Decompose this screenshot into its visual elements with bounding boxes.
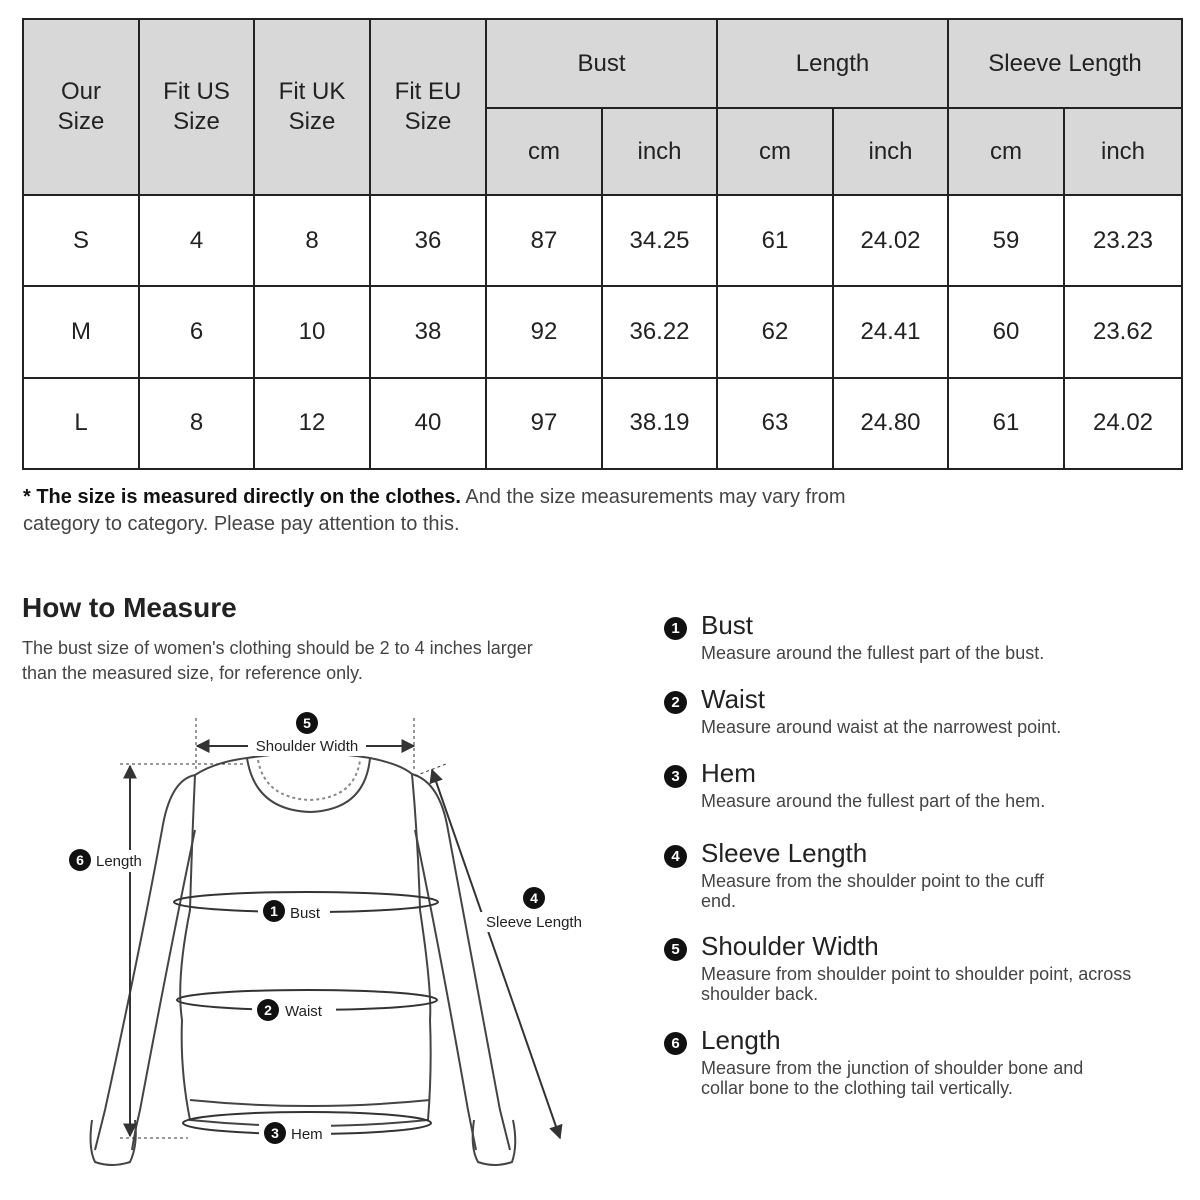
svg-text:5: 5: [303, 715, 311, 731]
header-unit-inch: inch: [833, 108, 948, 195]
size-note-bold: * The size is measured directly on the clothes.: [23, 486, 461, 508]
table-cell: M: [23, 286, 139, 377]
number-badge-6: 6: [664, 1032, 687, 1055]
table-cell: 10: [254, 286, 370, 377]
table-cell: S: [23, 195, 139, 286]
diagram-label-bust: Bust: [290, 905, 321, 922]
legend-title: Length: [701, 1025, 781, 1055]
svg-text:1: 1: [270, 903, 278, 919]
size-chart-table: [22, 18, 1183, 470]
header-unit-cm: cm: [717, 108, 833, 195]
legend-description: Measure around the fullest part of the hem.: [701, 791, 1046, 811]
header-our-size: Our Size: [23, 19, 139, 195]
table-row: [23, 195, 1182, 286]
table-cell: 24.02: [833, 195, 948, 286]
sweater-outline: [91, 753, 516, 1165]
legend-description: Measure around waist at the narrowest point.: [701, 717, 1062, 737]
diagram-label-waist: Waist: [285, 1003, 322, 1020]
diagram-label-length: Length: [96, 853, 142, 870]
table-cell: 24.80: [833, 378, 948, 469]
how-to-measure-title: How to Measure: [22, 592, 237, 623]
legend-description: Measure from the junction of shoulder bone and collar bone to the clothing tail vertically.: [701, 1058, 1084, 1098]
header-length: Length: [717, 19, 948, 108]
label-bust: [258, 900, 330, 922]
table-cell: 38: [370, 286, 486, 377]
svg-text:6: 6: [76, 852, 84, 868]
header-unit-inch: inch: [602, 108, 717, 195]
diagram-label-hem: Hem: [291, 1126, 323, 1143]
number-badge-4: 4: [664, 845, 687, 868]
legend-title: Waist: [701, 684, 766, 714]
header-unit-cm: cm: [948, 108, 1064, 195]
table-cell: 8: [254, 195, 370, 286]
label-hem: [259, 1122, 331, 1144]
label-length: [64, 849, 150, 872]
table-cell: 40: [370, 378, 486, 469]
legend-title: Hem: [701, 758, 756, 788]
table-cell: 34.25: [602, 195, 717, 286]
table-cell: 62: [717, 286, 833, 377]
table-cell: 61: [948, 378, 1064, 469]
table-cell: 6: [139, 286, 254, 377]
table-cell: 24.41: [833, 286, 948, 377]
table-cell: 23.62: [1064, 286, 1182, 377]
number-badge-1: 1: [664, 617, 687, 640]
size-note-text: And the size measurements may vary from category to category. Please pay attention to this.: [23, 486, 846, 535]
table-cell: 36: [370, 195, 486, 286]
table-cell: 24.02: [1064, 378, 1182, 469]
diagram-label-shoulder-width: Shoulder Width: [255, 738, 359, 755]
header-unit-cm: cm: [486, 108, 602, 195]
number-badge-2: 2: [664, 691, 687, 714]
label-sleeve-length: [478, 887, 590, 932]
header-fit-eu: Fit EU Size: [370, 19, 486, 195]
header-sleeve-length: Sleeve Length: [948, 19, 1182, 108]
table-cell: 61: [717, 195, 833, 286]
number-badge-3: 3: [664, 765, 687, 788]
legend-description: Measure around the fullest part of the bust.: [701, 643, 1045, 663]
table-row: [23, 286, 1182, 377]
table-cell: 4: [139, 195, 254, 286]
how-to-measure-description: The bust size of women's clothing should be 2 to 4 inches larger than the measured size, for reference only.: [22, 638, 533, 683]
sweater-measurement-diagram: [0, 690, 640, 1200]
table-cell: 60: [948, 286, 1064, 377]
table-cell: 23.23: [1064, 195, 1182, 286]
size-note: [23, 484, 923, 538]
sleeve-length-line: [432, 770, 560, 1138]
table-cell: L: [23, 378, 139, 469]
legend-title: Bust: [701, 610, 754, 640]
table-cell: 38.19: [602, 378, 717, 469]
header-fit-us: Fit US Size: [139, 19, 254, 195]
table-row: [23, 378, 1182, 469]
svg-text:2: 2: [264, 1002, 272, 1018]
label-waist: [252, 999, 336, 1021]
table-cell: 36.22: [602, 286, 717, 377]
legend-description: Measure from the shoulder point to the cuff end.: [701, 871, 1044, 911]
svg-text:3: 3: [271, 1125, 279, 1141]
table-cell: 87: [486, 195, 602, 286]
svg-text:4: 4: [530, 890, 538, 906]
header-fit-uk: Fit UK Size: [254, 19, 370, 195]
table-cell: 8: [139, 378, 254, 469]
table-cell: 92: [486, 286, 602, 377]
table-cell: 97: [486, 378, 602, 469]
table-cell: 63: [717, 378, 833, 469]
legend-description: Measure from shoulder point to shoulder point, across shoulder back.: [701, 964, 1132, 1004]
table-cell: 59: [948, 195, 1064, 286]
legend-title: Sleeve Length: [701, 838, 868, 868]
legend-title: Shoulder Width: [701, 931, 879, 961]
table-cell: 12: [254, 378, 370, 469]
header-bust: Bust: [486, 19, 717, 108]
header-unit-inch: inch: [1064, 108, 1182, 195]
number-badge-5: 5: [664, 938, 687, 961]
diagram-label-sleeve-length: Sleeve Length: [486, 914, 582, 931]
label-shoulder-width: [248, 712, 366, 756]
